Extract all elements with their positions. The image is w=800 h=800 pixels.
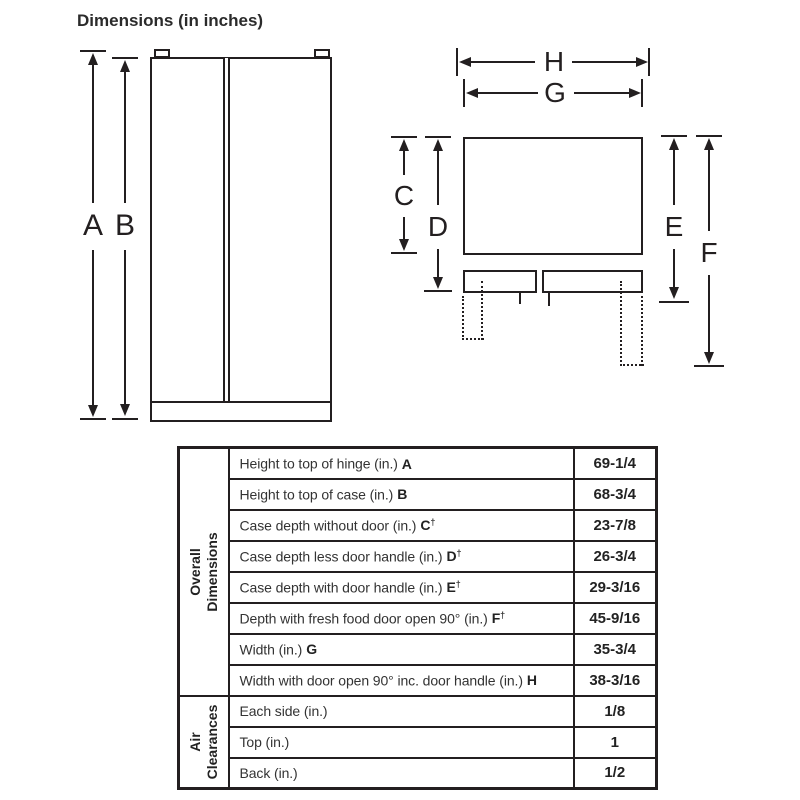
arrowhead-down [433, 277, 443, 289]
dim-label-f: F [697, 239, 720, 267]
door-swing-dotted-line [620, 281, 622, 366]
row-value: 38-3/16 [574, 665, 657, 696]
row-value: 1/8 [574, 696, 657, 727]
table-row [179, 572, 657, 603]
dimension-tick [659, 301, 689, 303]
dimension-tick [80, 418, 106, 420]
row-label: Height to top of hinge (in.) A [229, 448, 574, 479]
arrow-line [574, 92, 631, 94]
row-label: Width (in.) G [229, 634, 574, 665]
dimension-tick [641, 79, 643, 107]
dimensions-table [177, 446, 655, 790]
dimension-tick [80, 50, 106, 52]
dim-label-g: G [541, 79, 569, 107]
section-label-line: Air [186, 732, 203, 752]
spec-table [177, 446, 658, 790]
table-row [179, 758, 657, 789]
row-label: Each side (in.) [229, 696, 574, 727]
door-swing-dotted-line [620, 364, 644, 366]
dim-label-c: C [391, 182, 417, 210]
fridge-case [150, 57, 332, 422]
fresh-food-door-top-view [542, 270, 643, 293]
door-swing-dotted-line [462, 296, 464, 340]
arrowhead-up [669, 138, 679, 150]
arrowhead-up [88, 53, 98, 65]
row-label: Case depth without door (in.) C† [229, 510, 574, 541]
dimension-tick [648, 48, 650, 76]
arrow-line [403, 149, 405, 175]
dimension-tick [456, 48, 458, 76]
page-title: Dimensions (in inches) [77, 11, 264, 30]
arrowhead-up [433, 139, 443, 151]
fridge-door-divider [223, 58, 230, 403]
arrow-line [572, 61, 638, 63]
dimension-tick [463, 79, 465, 107]
dimension-tick [696, 135, 722, 137]
door-swing-dotted-line [481, 281, 483, 340]
door-handle-mark-right [548, 293, 550, 306]
case-top-view [463, 137, 643, 255]
arrow-line [437, 149, 439, 205]
section-label-line: Overall [186, 548, 203, 596]
row-value: 69-1/4 [574, 448, 657, 479]
arrowhead-down [120, 404, 130, 416]
arrow-line [476, 92, 538, 94]
arrow-line [469, 61, 535, 63]
dimension-tick [112, 57, 138, 59]
table-row [179, 696, 657, 727]
row-label: Depth with fresh food door open 90° (in.) F† [229, 603, 574, 634]
arrow-line [708, 148, 710, 231]
row-label: Case depth with door handle (in.) E† [229, 572, 574, 603]
section-label-line: Clearances [203, 704, 220, 780]
arrow-line [437, 249, 439, 279]
dim-label-d: D [425, 213, 451, 241]
fridge-left-hinge [154, 49, 170, 58]
arrowhead-down [704, 352, 714, 364]
freezer-door-top-view [463, 270, 537, 293]
row-value: 35-3/4 [574, 634, 657, 665]
arrow-line [92, 250, 94, 407]
arrow-line [708, 275, 710, 353]
fridge-right-hinge [314, 49, 330, 58]
dimension-tick [661, 135, 687, 137]
row-value: 68-3/4 [574, 479, 657, 510]
row-value: 26-3/4 [574, 541, 657, 572]
fridge-base-line [151, 401, 331, 403]
arrow-line [124, 70, 126, 203]
table-row [179, 603, 657, 634]
row-label: Height to top of case (in.) B [229, 479, 574, 510]
dimension-tick [391, 252, 417, 254]
row-label: Top (in.) [229, 727, 574, 758]
arrowhead-left [459, 57, 471, 67]
table-row [179, 479, 657, 510]
arrow-line [403, 217, 405, 241]
row-value: 23-7/8 [574, 510, 657, 541]
row-value: 45-9/16 [574, 603, 657, 634]
dimension-tick [424, 290, 452, 292]
row-value: 1 [574, 727, 657, 758]
arrowhead-down [669, 287, 679, 299]
arrow-line [673, 249, 675, 288]
row-value: 29-3/16 [574, 572, 657, 603]
door-swing-dotted-line [462, 338, 484, 340]
arrowhead-left [466, 88, 478, 98]
table-row [179, 448, 657, 479]
row-label: Back (in.) [229, 758, 574, 789]
dim-label-h: H [541, 48, 567, 76]
dim-label-a: A [80, 211, 106, 241]
row-value: 1/2 [574, 758, 657, 789]
section-label-line: Dimensions [203, 532, 220, 612]
arrowhead-up [399, 139, 409, 151]
arrowhead-down [399, 239, 409, 251]
row-label: Width with door open 90° inc. door handle (in.) H [229, 665, 574, 696]
dimension-tick [391, 136, 417, 138]
row-label: Case depth less door handle (in.) D† [229, 541, 574, 572]
section-header-overall-dimensions [179, 448, 229, 696]
arrowhead-right [636, 57, 648, 67]
dimension-tick [425, 136, 451, 138]
arrow-line [92, 63, 94, 203]
table-row [179, 665, 657, 696]
dim-label-b: B [112, 211, 138, 241]
table-row [179, 541, 657, 572]
dim-label-e: E [662, 213, 687, 241]
arrowhead-down [88, 405, 98, 417]
arrow-line [124, 250, 126, 405]
arrowhead-up [704, 138, 714, 150]
door-handle-mark-left [519, 291, 521, 304]
arrowhead-right [629, 88, 641, 98]
section-header-air-clearances [179, 696, 229, 789]
door-swing-dotted-line [641, 296, 643, 366]
dimension-tick [694, 365, 724, 367]
arrowhead-up [120, 60, 130, 72]
dimension-tick [112, 418, 138, 420]
arrow-line [673, 148, 675, 205]
table-row [179, 727, 657, 758]
table-row [179, 634, 657, 665]
table-row [179, 510, 657, 541]
